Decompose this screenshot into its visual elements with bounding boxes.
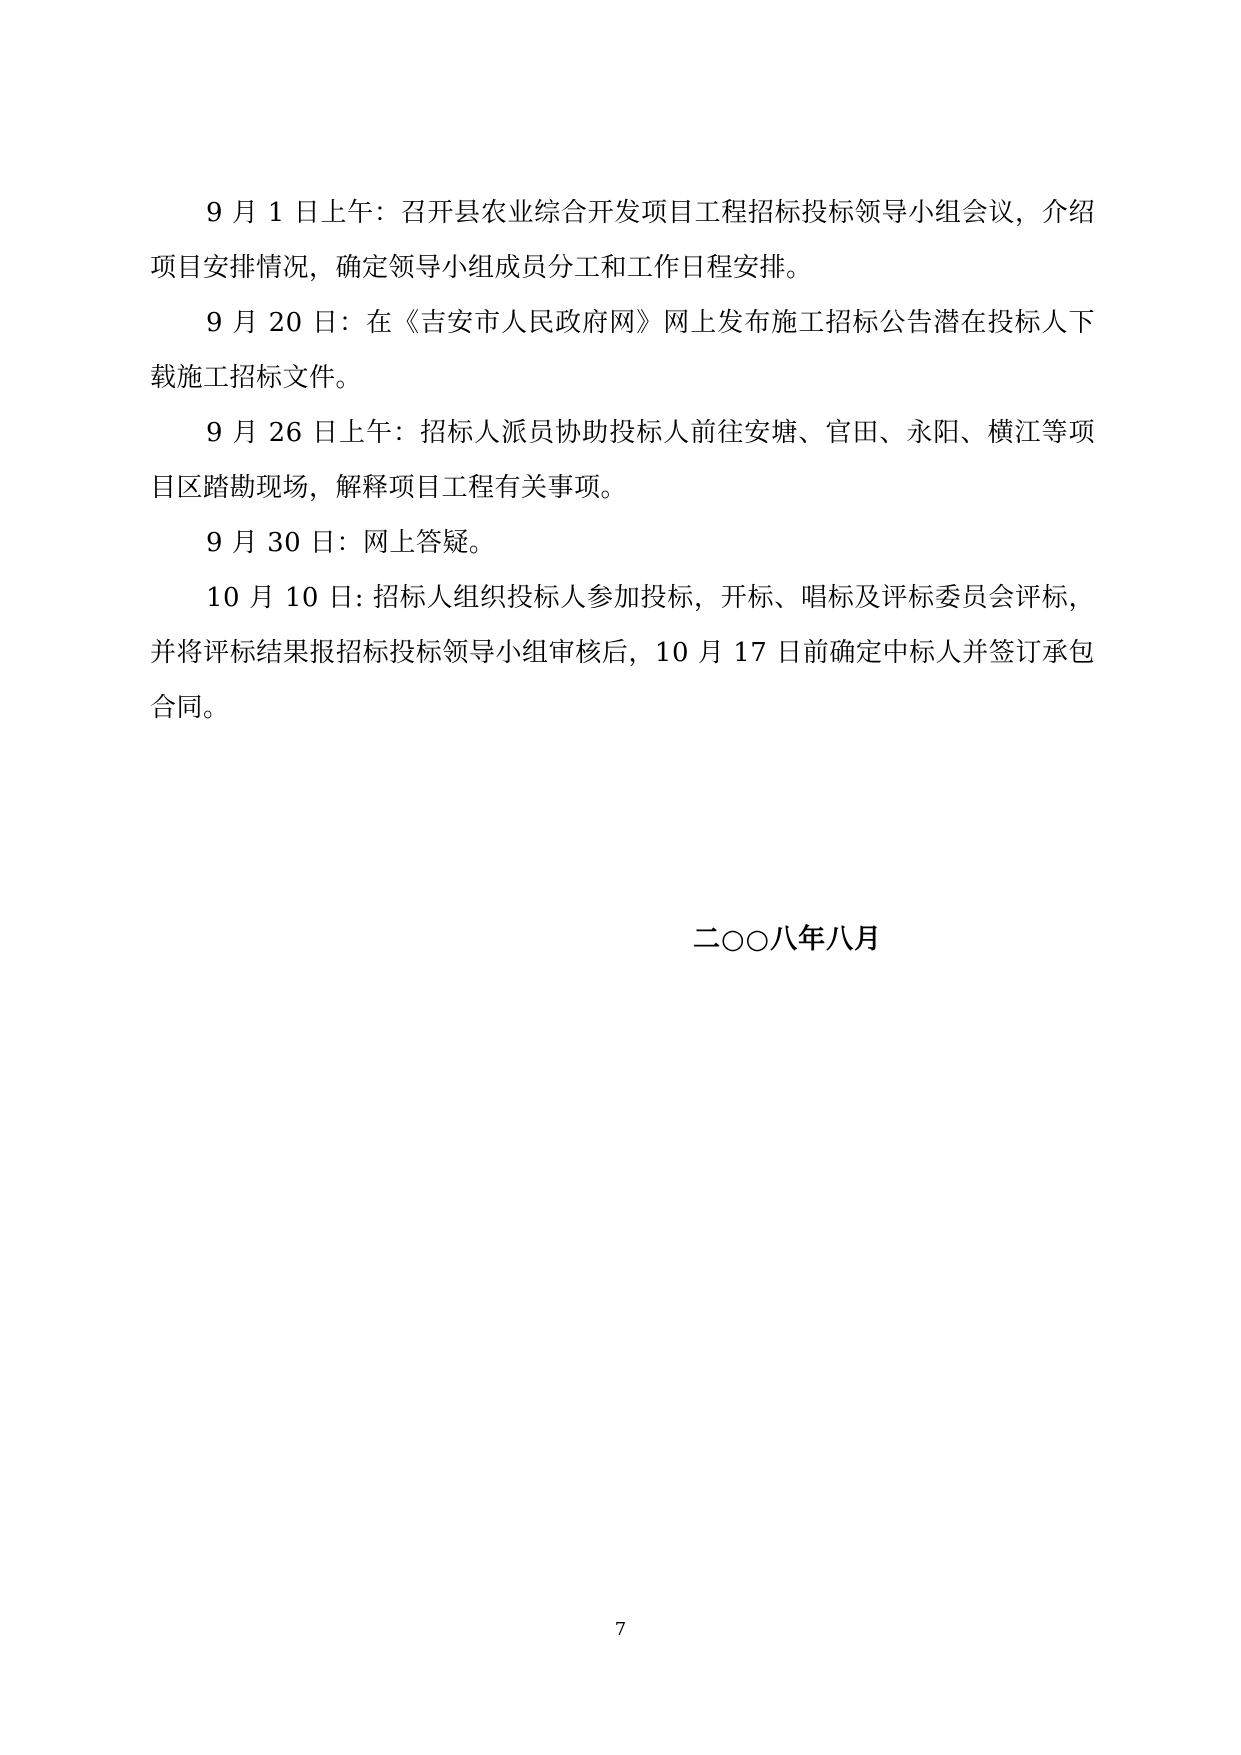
paragraph-oct-10: 10 月 10 日: 招标人组织投标人参加投标，开标、唱标及评标委员会评标，并将评标结果报招标投标领导小组审核后，10 月 17 日前确定中标人并签订承包合同。 bbox=[150, 583, 1095, 723]
document-body bbox=[150, 186, 1095, 736]
signature-date: 二○○八年八月 bbox=[693, 924, 883, 955]
paragraph-sept-20: 9 月 20 日：在《吉安市人民政府网》网上发布施工招标公告潜在投标人下载施工招标文件。 bbox=[150, 308, 1095, 393]
page-number: 7 bbox=[614, 1619, 627, 1640]
paragraph-sept-26: 9 月 26 日上午：招标人派员协助投标人前往安塘、官田、永阳、横江等项目区踏勘现场，解释项目工程有关事项。 bbox=[150, 418, 1095, 503]
paragraph-sept-30: 9 月 30 日：网上答疑。 bbox=[206, 528, 496, 558]
paragraph-sept-1: 9 月 1 日上午：召开县农业综合开发项目工程招标投标领导小组会议，介绍项目安排情况，确定领导小组成员分工和工作日程安排。 bbox=[150, 198, 1095, 283]
